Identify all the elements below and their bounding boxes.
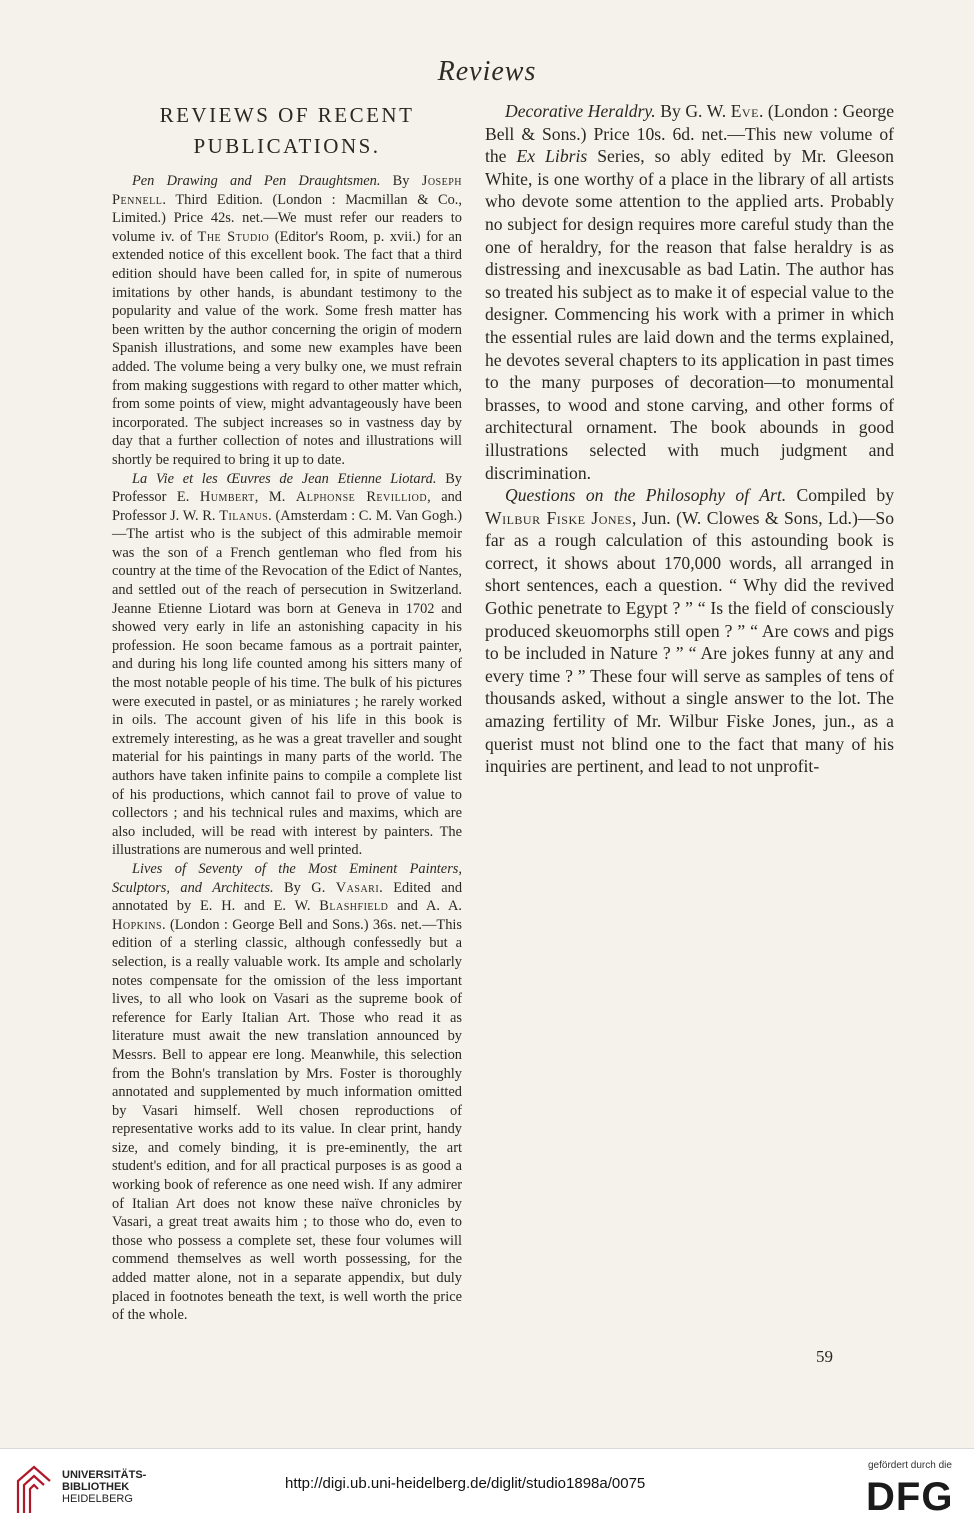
dfg-logo[interactable]: DFG (866, 1475, 954, 1519)
left-column (112, 100, 462, 1325)
review-liotard: La Vie et les Œuvres de Jean Etienne Liotard. By Professor E. Humbert, M. Alphonse Revilliod, and Professor J. W. R. Tilanus. (Amsterdam : C. M. Van Gogh.)—The artist who is the subject of this admirable memoir was the son of a French gentleman who fled from his country at the time of the Revocation of the Edict of Nantes, and settled out of the reach of persecution in Switzerland. Jeanne Etienne Liotard was born at Geneva in 1702 and showed very early in life an astonishing capacity in his profession. He soon became famous as a portrait painter, and during his long life counted among his sitters many of the most notable people of his time. The bulk of his pictures were executed in pastel, or as miniatures ; he rarely worked in oils. The account given of his life in this book is extremely interesting, as he was a great traveller and sought material for his paintings in many parts of the world. The authors have taken infinite pains to compile a complete list of his productions, which cannot fail to prove of value to collectors ; and his technical rules and maxims, which are also included, will be read with interest by painters. The illustrations are numerous and well printed. (112, 470, 462, 859)
author-name: Tilanus (219, 507, 269, 524)
page-number: 59 (816, 1347, 833, 1366)
sponsor-label: gefördert durch die (868, 1460, 952, 1471)
author-name: Hopkins (112, 916, 163, 933)
library-name: UNIVERSITÄTS- BIBLIOTHEK HEIDELBERG (62, 1469, 147, 1505)
author-name: Wilbur Fiske Jones (485, 507, 633, 528)
review-title: Pen Drawing and Pen Draughtsmen. (132, 173, 381, 189)
author-name: Blashfield (319, 898, 389, 915)
review-title: Decorative Heraldry. (505, 101, 656, 121)
review-title: Questions on the Philosophy of Art. (505, 485, 787, 506)
library-logo-icon[interactable] (14, 1463, 54, 1515)
series-name: Ex Libris (516, 146, 588, 167)
author-name: Eve (730, 101, 759, 121)
magazine-name: The Studio (197, 228, 270, 245)
review-philosophy: Questions on the Philosophy of Art. Compiled by Wilbur Fiske Jones, Jun. (W. Clowes & Sons, Ld.)—So far as a rough calculation of this astounding book is correct, it shows about 170,000 words, all arranged in short sentences, each a question. “ Why did the revived Gothic penetrate to Egypt ? ” “ Is the field of consciously produced skeuomorphs still open ? ” “ Are cows and pigs to be included in Nature ? ” “ Are jokes funny at any and every time ? ” These four will serve as samples of tens of thousands asked, without a single answer to the lot. The amazing fertility of Mr. Wilbur Fiske Jones, jun., as a querist must not blind one to the fact that many of his inquiries are pertinent, and lead to not unprofit- (485, 485, 894, 777)
heading-line-1: REVIEWS OF RECENT (159, 103, 415, 127)
author-name: Alphonse Revilliod (295, 489, 428, 506)
author-name: Humbert (199, 489, 255, 506)
review-title: Lives of Seventy of the Most Eminent Painters, Sculptors, and Architects. (112, 860, 462, 896)
right-column (485, 100, 894, 778)
review-vasari: Lives of Seventy of the Most Eminent Painters, Sculptors, and Architects. By G. Vasari. Edited and annotated by E. H. and E. W. Blashfield and A. A. Hopkins. (London : George Bell and Sons.) 36s. net.—This edition of a sterling classic, although confessedly but a selection, is a really valuable work. Its ample and scholarly notes compensate for the omission of the less important lives, to all who look on Vasari as the supreme book of reference for Early Italian Art. Those who read it as literature must await the new translation announced by Messrs. Bell to appear ere long. Meanwhile, this selection from the Bohn's translation by Mrs. Foster is thoroughly annotated and supplemented by much information omitted by Vasari himself. Well chosen reproductions of representative works add to its value. In clear print, handy size, and comely binding, it is pre-eminently, the art student's edition, and for all practical purposes is as good a working book of reference as one need wish. If any admirer of Italian Art does not know these naïve chronicles by Vasari, a great treat awaits him ; to those who do, even to those who possess a complete set, these four volumes will commend themselves as well worth possessing, for the added matter alone, not in a separate appendix, but duly placed in footnotes beneath the text, is well worth the price of the whole. (112, 860, 463, 1324)
heading-line-2: PUBLICATIONS. (193, 134, 381, 158)
section-heading (112, 100, 462, 162)
permalink-url[interactable]: http://digi.ub.uni-heidelberg.de/diglit/studio1898a/0075 (285, 1475, 646, 1492)
review-pen-drawing: Pen Drawing and Pen Draughtsmen. By Joseph Pennell. Third Edition. (London : Macmillan & Co., Limited.) Price 42s. net.—We must refer our readers to volume iv. of The Studio (Editor's Room, p. xvii.) for an extended notice of this excellent book. The fact that a third edition should have been called for, in spite of numerous imitations by other hands, is abundant testimony to the popularity and value of the work. Some fresh matter has been written by the author concerning the origin of modern Spanish illustrations, and some new examples have been added. The volume being a very bulky one, we must refrain from making suggestions with regard to other matter which, from some points of view, might advantageously have been incorporated. The subject increases so in vastness day by day that a further collection of notes and illustrations will shortly be required to bring it up to date. (112, 173, 462, 468)
review-title: La Vie et les Œuvres de Jean Etienne Liotard. (132, 470, 437, 487)
digitization-footer (0, 1448, 974, 1531)
review-heraldry: Decorative Heraldry. By G. W. Eve. (London : George Bell & Sons.) Price 10s. 6d. net.—This new volume of the Ex Libris Series, so ably edited by Mr. Gleeson White, is one worthy of a place in the library of all artists who devote some attention to the applied arts. Probably no subject for design requires more careful study than the one of heraldry, for the reason that false heraldry is as distressing and inexcusable as bad Latin. The author has so treated his subject as to make it of especial value to the designer. Commencing his work with a primer in which the essential rules are laid down and the terms explained, he devotes several chapters to its application in past times to the many purposes of decoration—to monumental brasses, to wood and stone carving, and other forms of architectural ornament. The book abounds in good illustrations selected with much judgment and discrimination. (485, 101, 895, 483)
running-head: Reviews (437, 56, 537, 87)
author-name: Vasari (335, 879, 380, 896)
author-name: Joseph Pennell (112, 173, 462, 208)
